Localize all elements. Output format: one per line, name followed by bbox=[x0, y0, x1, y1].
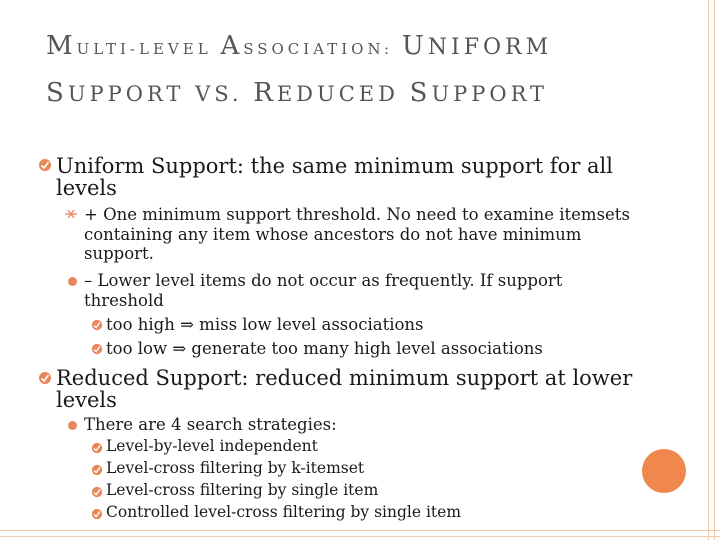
circle-icon bbox=[91, 343, 103, 355]
circle-icon bbox=[38, 371, 52, 385]
circle-icon bbox=[91, 508, 103, 520]
bullet-uniform-support: Uniform Support: the same minimum support for all levels bbox=[56, 154, 613, 200]
circle-icon bbox=[91, 442, 103, 454]
circle-icon bbox=[91, 319, 103, 331]
list-item-strategy: Level-cross filtering by single item bbox=[106, 481, 379, 499]
frame-line bbox=[708, 0, 709, 540]
circle-icon bbox=[91, 486, 103, 498]
list-item-strategy: Level-by-level independent bbox=[106, 437, 318, 455]
circle-icon bbox=[91, 464, 103, 476]
list-item-too-low: too low ⇒ generate too many high level associations bbox=[106, 339, 543, 358]
bullet-uniform-minus: – Lower level items do not occur as frequently. If support threshold bbox=[84, 271, 563, 310]
bullet-search-strategies: There are 4 search strategies: bbox=[84, 415, 337, 434]
list-item-too-high: too high ⇒ miss low level associations bbox=[106, 315, 424, 334]
sparkle-icon bbox=[64, 209, 78, 219]
bullet-dot bbox=[68, 277, 77, 286]
bullet-dot bbox=[68, 421, 77, 430]
frame-line bbox=[714, 0, 715, 540]
bullet-reduced-support: Reduced Support: reduced minimum support at lower levels bbox=[56, 366, 633, 412]
bullet-uniform-plus: + One minimum support threshold. No need to examine itemsets containing any item whose ancestors do not have minimum support. bbox=[84, 205, 630, 263]
frame-line bbox=[0, 536, 720, 537]
frame-line bbox=[0, 530, 720, 531]
list-item-strategy: Controlled level-cross filtering by single item bbox=[106, 503, 462, 521]
implies-icon: ⇒ bbox=[180, 315, 194, 334]
list-item-strategy: Level-cross filtering by k-itemset bbox=[106, 459, 365, 477]
slide-title: MULTI-LEVEL ASSOCIATION: UNIFORM SUPPORT VS. REDUCED SUPPORT bbox=[46, 31, 553, 108]
implies-icon: ⇒ bbox=[172, 339, 187, 358]
circle-icon bbox=[38, 158, 52, 172]
decorative-circle bbox=[642, 449, 686, 493]
